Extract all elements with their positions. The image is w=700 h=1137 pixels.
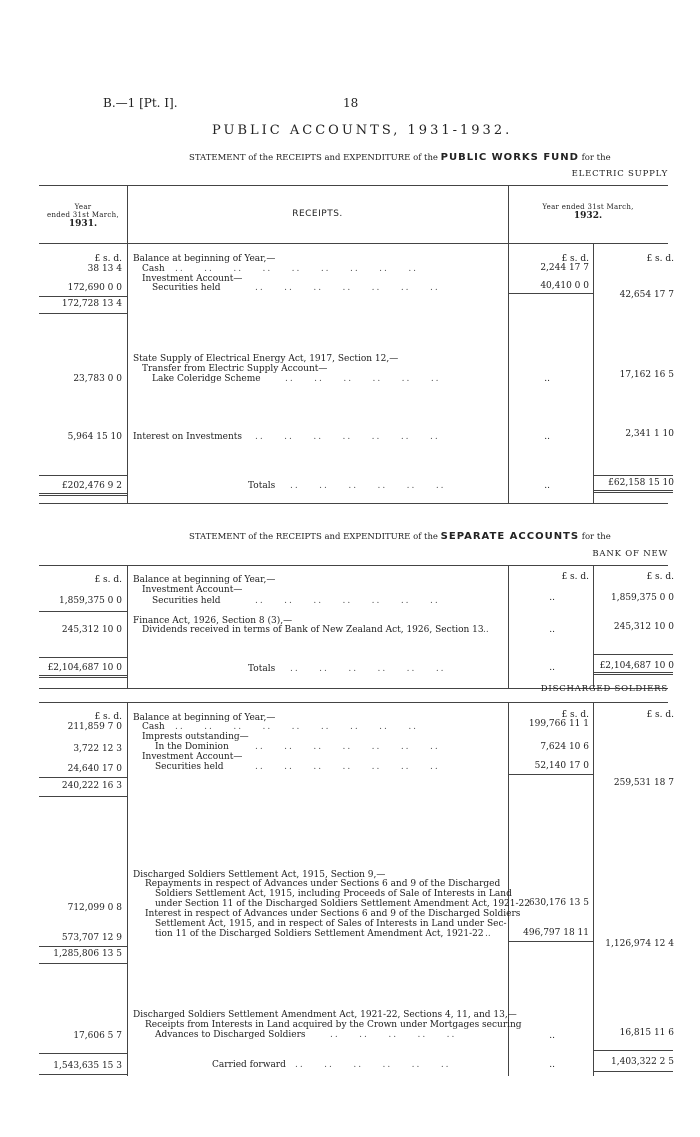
s1-cash-1931: 38 13 4 <box>87 264 122 274</box>
s2-div-left: 245,312 10 0 <box>61 625 122 635</box>
s3-imp-heading: Imprests outstanding— <box>142 732 249 742</box>
s1-year-right-1: Year ended 31st March, <box>542 203 634 211</box>
s3-cf-rule-r <box>593 1050 673 1051</box>
s1-year-right-2: 1932. <box>573 211 603 221</box>
s3-inv-heading: Investment Account— <box>142 752 243 762</box>
s1-int-1932: 2,341 1 10 <box>625 429 674 439</box>
s3-dss-heading: Discharged Soldiers Settlement Act, 1915, Section 9,— <box>133 870 386 880</box>
s1-int-label: Interest on Investments <box>133 432 242 442</box>
s2-div-right: 245,312 10 0 <box>613 622 674 632</box>
s3-amd-line1: Receipts from Interests in Land acquired by the Crown under Mortgages securing <box>145 1020 522 1030</box>
s1-bal-total-1932: 42,654 17 7 <box>619 290 674 300</box>
s2-vline-2 <box>508 565 509 688</box>
s1-totals-1931: £202,476 9 2 <box>61 481 122 491</box>
s2-sec-left: 1,859,375 0 0 <box>59 596 122 606</box>
s2-inv-heading: Investment Account— <box>142 585 243 595</box>
s3-dss-total-left: 1,285,806 13 5 <box>53 949 122 959</box>
s3-dss-rule2 <box>39 963 127 964</box>
s3-cf-right: 1,403,322 2 5 <box>611 1057 674 1067</box>
s2-totals-left: £2,104,687 10 0 <box>47 663 122 673</box>
s1-state-heading: State Supply of Electrical Energy Act, 1917, Section 12,— <box>133 354 399 364</box>
s1-bal-rule2 <box>39 313 127 314</box>
s3-amd-mid: .. <box>549 1031 555 1041</box>
s3-dom-label: In the Dominion <box>155 742 229 752</box>
s3-bal-heading: Balance at beginning of Year,— <box>133 713 276 723</box>
s1-lake-1932: 17,162 16 5 <box>619 370 674 380</box>
s2-sec-label: Securities held <box>152 596 221 606</box>
s2-lsd-mid: £ s. d. <box>561 572 589 582</box>
s3-cash-left: 211,859 7 0 <box>67 722 122 732</box>
s1-totals-mid: .. <box>544 481 550 491</box>
s1-vline-1 <box>127 185 128 503</box>
s3-int-line2: Settlement Act, 1915, and in respect of Sales of Interests in Land under Sec- <box>155 919 507 929</box>
s2-lsd-right: £ s. d. <box>646 572 674 582</box>
s2-bal-heading: Balance at beginning of Year,— <box>133 575 276 585</box>
s2-vline-1 <box>127 565 128 688</box>
s1-lsd-right: £ s. d. <box>646 254 674 264</box>
s3-dom-left: 3,722 12 3 <box>73 744 122 754</box>
s3-top-rule <box>39 702 668 703</box>
s1-bal-total-1931: 172,728 13 4 <box>61 299 122 309</box>
section1-heading: STATEMENT of the RECEIPTS and EXPENDITURE of the PUBLIC WORKS FUND for the <box>189 152 611 163</box>
s3-leader: .. .. .. .. .. .. .. <box>255 762 440 772</box>
s3-lsd-left: £ s. d. <box>94 712 122 722</box>
s3-cf-label: Carried forward <box>212 1060 286 1070</box>
page-ref: B.—1 [Pt. I]. <box>103 96 178 110</box>
s1-cash-label: Cash <box>142 264 165 274</box>
s3-cf-rule-bottom-r <box>593 1071 673 1072</box>
s1-bal-rule <box>39 296 127 297</box>
s3-amd-right: 16,815 11 6 <box>619 1028 674 1038</box>
section1-heading-line2: ELECTRIC SUPPLY <box>571 169 668 179</box>
s3-leader: .. .. .. .. .. .. <box>295 1060 451 1070</box>
s3-lsd-right: £ s. d. <box>646 710 674 720</box>
s1-bottom-rule <box>39 503 668 504</box>
s2-div-mid: .. <box>549 625 555 635</box>
s1-dbl-rule-l <box>39 493 127 496</box>
s3-bal-total-left: 240,222 16 3 <box>61 781 122 791</box>
s1-tot-rule <box>39 475 127 476</box>
s2-totals-mid: .. <box>549 663 555 673</box>
s2-div-label: Dividends received in terms of Bank of New Zealand Act, 1926, Section 13 <box>142 625 484 635</box>
s2-top-rule <box>39 565 668 566</box>
s2-leader: .. .. .. .. .. .. <box>290 664 446 674</box>
s3-int-line3: tion 11 of the Discharged Soldiers Settlement Amendment Act, 1921-22 <box>155 929 484 939</box>
s1-sec-1931: 172,690 0 0 <box>67 283 122 293</box>
s3-int-line1: Interest in respect of Advances under Sections 6 and 9 of the Discharged Soldiers <box>145 909 521 919</box>
s3-cash-label: Cash <box>142 722 165 732</box>
s3-bal-rule-mid <box>508 774 593 775</box>
s2-dbl-rule-r <box>593 672 673 675</box>
s3-vline-3 <box>593 702 594 1076</box>
s3-bal-total-right: 259,531 18 7 <box>613 778 674 788</box>
s2-tot-rule-l <box>39 657 127 658</box>
s2-totals-label: Totals <box>248 664 276 674</box>
s2-dbl-rule-l <box>39 675 127 678</box>
s1-year-left-1: Year <box>74 203 92 211</box>
s3-dss-rule-mid <box>508 941 593 942</box>
s3-bal-rule2 <box>39 796 127 797</box>
s3-amd-left: 17,606 5 7 <box>73 1031 122 1041</box>
s1-leader: .. .. .. .. .. .. <box>285 374 441 384</box>
s1-year-left-2: ended 31st March, <box>47 211 119 219</box>
s3-dss-rule <box>39 946 127 947</box>
s3-rep-left: 712,099 0 8 <box>67 903 122 913</box>
s1-sec-1932: 40,410 0 0 <box>540 281 589 291</box>
s3-sec-left: 24,640 17 0 <box>67 764 122 774</box>
s1-bal-heading: Balance at beginning of Year,— <box>133 254 276 264</box>
section2-heading: STATEMENT of the RECEIPTS and EXPENDITURE of the SEPARATE ACCOUNTS for the <box>189 531 611 542</box>
s2-fin-heading: Finance Act, 1926, Section 8 (3),— <box>133 616 293 626</box>
s1-lsd-mid: £ s. d. <box>561 254 589 264</box>
s2-tot-rule-r <box>593 654 673 655</box>
s3-leader: .. .. .. .. .. .. .. <box>255 742 440 752</box>
section2-heading-line2: BANK OF NEW <box>592 549 668 559</box>
s3-bal-rule <box>39 777 127 778</box>
s3-cf-left: 1,543,635 15 3 <box>53 1061 122 1071</box>
s1-totals-1932: £62,158 15 10 <box>608 478 674 488</box>
s1-lake-label: Lake Coleridge Scheme <box>152 374 261 384</box>
s1-leader: .. .. .. .. .. .. <box>290 481 446 491</box>
s3-sec-mid: 52,140 17 0 <box>534 761 589 771</box>
s3-dss-total-right: 1,126,974 12 4 <box>605 939 674 949</box>
s3-cash-mid: 199,766 11 1 <box>528 719 589 729</box>
s3-lsd-mid: £ s. d. <box>561 710 589 720</box>
s1-int-1931: 5,964 15 10 <box>67 432 122 442</box>
page-number: 18 <box>343 96 359 110</box>
section3-heading: DISCHARGED SOLDIERS <box>540 684 668 694</box>
s2-sec-right: 1,859,375 0 0 <box>611 593 674 603</box>
s3-leader: .. <box>485 929 491 939</box>
s3-cf-rule-l <box>39 1053 127 1054</box>
s3-amd-line2: Advances to Discharged Soldiers <box>155 1030 306 1040</box>
s1-dbl-rule-r <box>593 490 673 493</box>
s3-rep-mid: 630,176 13 5 <box>528 898 589 908</box>
s3-rep-line3: under Section 11 of the Discharged Soldiers Settlement Amendment Act, 1921-22 <box>155 899 530 909</box>
s3-rep-line1: Repayments in respect of Advances under Sections 6 and 9 of the Discharged <box>145 879 501 889</box>
s1-lake-1931: 23,783 0 0 <box>73 374 122 384</box>
s3-sec-label: Securities held <box>155 762 224 772</box>
s1-cash-1932: 2,244 17 7 <box>540 263 589 273</box>
s1-tot-rule-r <box>593 475 673 476</box>
s1-sec-label: Securities held <box>152 283 221 293</box>
s1-leader: .. .. .. .. .. .. .. <box>255 283 440 293</box>
page-title: PUBLIC ACCOUNTS, 1931-1932. <box>212 123 513 138</box>
s1-bal-rule-mid <box>508 293 593 294</box>
s1-vline-3 <box>593 243 594 503</box>
s3-amd-heading: Discharged Soldiers Settlement Amendment Act, 1921-22, Sections 4, 11, and 13,— <box>133 1010 517 1020</box>
s3-rep-line2: Soldiers Settlement Act, 1915, including Proceeds of Sale of Interests in Land <box>155 889 512 899</box>
s2-totals-right: £2,104,687 10 0 <box>599 661 674 671</box>
s3-cf-mid: .. <box>549 1060 555 1070</box>
s1-lake-mid: .. <box>544 374 550 384</box>
s1-top-rule <box>39 185 668 186</box>
s2-sec-mid: .. <box>549 593 555 603</box>
s2-leader: .. <box>483 625 489 635</box>
s1-year-left-3: 1931. <box>68 219 98 229</box>
s3-vline-1 <box>127 702 128 1076</box>
s3-int-mid: 496,797 18 11 <box>523 928 589 938</box>
s1-receipts-header: RECEIPTS. <box>292 209 343 219</box>
s1-leader: .. .. .. .. .. .. .. .. .. <box>175 264 419 274</box>
s3-cf-rule-bottom-l <box>39 1074 127 1075</box>
s3-leader: .. .. .. .. .. .. .. .. .. <box>175 722 419 732</box>
s1-header-rule <box>39 243 668 244</box>
s1-vline-2 <box>508 185 509 503</box>
s3-int-left: 573,707 12 9 <box>61 933 122 943</box>
s1-int-mid: .. <box>544 432 550 442</box>
s1-leader: .. .. .. .. .. .. .. <box>255 432 440 442</box>
s1-totals-label: Totals <box>248 481 276 491</box>
s2-lsd-left: £ s. d. <box>94 575 122 585</box>
s3-dom-mid: 7,624 10 6 <box>540 742 589 752</box>
s3-leader: .. .. .. .. .. <box>330 1030 457 1040</box>
s1-lsd-left: £ s. d. <box>94 254 122 264</box>
s1-state-sub: Transfer from Electric Supply Account— <box>142 364 328 374</box>
s2-rule <box>39 611 127 612</box>
s1-inv-heading: Investment Account— <box>142 274 243 284</box>
s2-leader: .. .. .. .. .. .. .. <box>255 596 440 606</box>
